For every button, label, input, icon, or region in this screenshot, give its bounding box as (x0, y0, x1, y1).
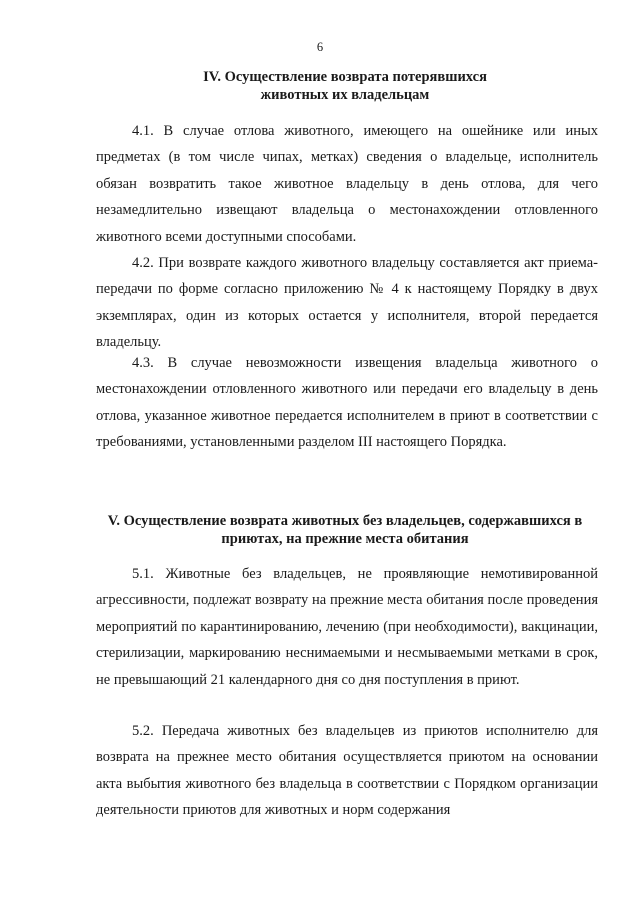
section-5-heading (90, 512, 600, 548)
section-5-heading-line-2: приютах, на прежние места обитания (221, 531, 469, 547)
section-4-heading (90, 68, 600, 104)
paragraph-5-1-text: 5.1. Животные без владельцев, не проявляющие немотивированной агрессивности, подлежат возврату на прежние места обитания после проведения мероприятий по карантинированию, лечению (при необходимости), вакцинации, стерилизации, маркированию неснимаемыми и несмываемыми метками в срок, не превышающий 21 календарного дня со дня поступления в приют. (96, 566, 598, 688)
page-number: 6 (316, 40, 324, 54)
paragraph-4-1 (96, 118, 598, 250)
section-5-heading-line-1: V. Осуществление возврата животных без владельцев, содержавшихся в (107, 513, 583, 529)
paragraph-4-3 (96, 350, 598, 456)
paragraph-5-2 (96, 718, 598, 824)
paragraph-4-3-text: 4.3. В случае невозможности извещения владельца животного о местонахождении отловленного животного или передачи его владельцу в день отлова, указанное животное передается исполнителем в приют в соответствии с требованиями, установленными разделом III настоящего Порядка. (96, 355, 598, 451)
paragraph-5-2-text: 5.2. Передача животных без владельцев из приютов исполнителю для возврата на прежнее место обитания осуществляется приютом на основании акта выбытия животного без владельца в соответствии с Порядком организации деятельности приютов для животных и норм содержания (96, 723, 598, 819)
paragraph-4-2 (96, 250, 598, 356)
section-4-heading-line-2: животных их владельцам (260, 87, 430, 103)
paragraph-5-1 (96, 561, 598, 693)
paragraph-4-1-text: 4.1. В случае отлова животного, имеющего на ошейнике или иных предметах (в том числе чипах, метках) сведения о владельце, исполнитель обязан возвратить такое животное владельцу в день отлова, для чего незамедлительно извещают владельца о местонахождении отловленного животного всеми доступными способами. (96, 123, 598, 245)
paragraph-4-2-text: 4.2. При возврате каждого животного владельцу составляется акт приема-передачи по форме согласно приложению № 4 к настоящему Порядку в двух экземплярах, один из которых остается у исполнителя, второй передается владельцу. (96, 255, 598, 351)
section-4-heading-line-1: IV. Осуществление возврата потерявшихся (203, 69, 487, 85)
